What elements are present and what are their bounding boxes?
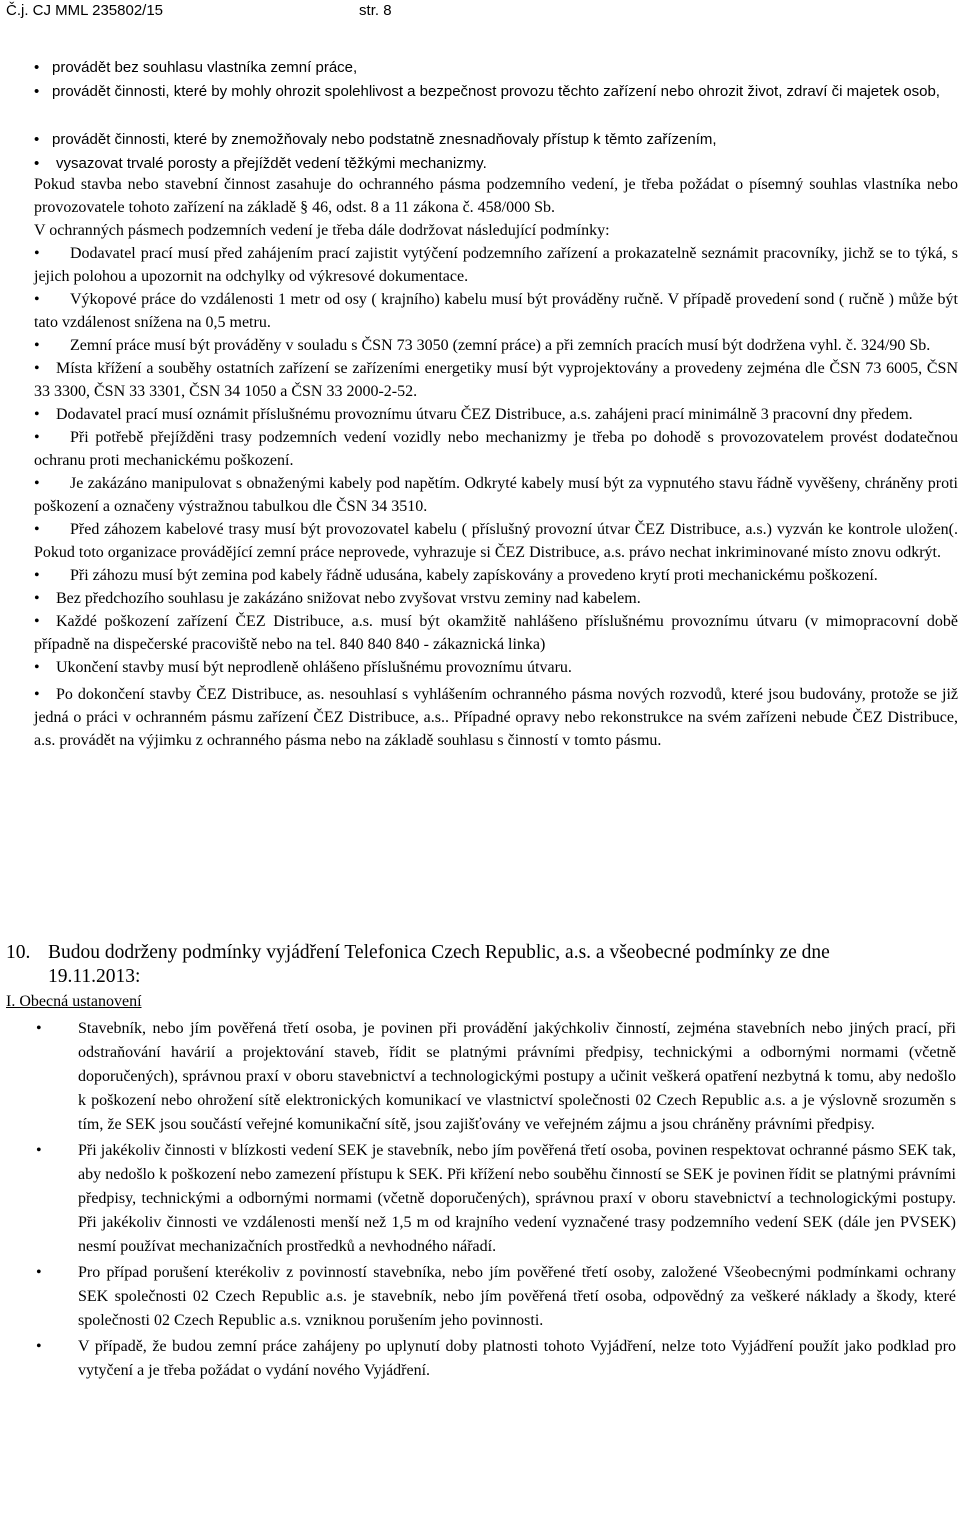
section-number: 10. [6,942,31,963]
bullet-icon: • [34,245,40,262]
section-10-heading [6,941,960,989]
bullet-icon: • [36,1142,42,1159]
bullet-icon: • [34,406,40,423]
subsection-heading: I. Obecná ustanovení [6,993,142,1010]
bullet-icon: • [36,1264,42,1281]
paragraph: V ochranných pásmech podzemních vedení je třeba dále dodržovat následující podmínky: [34,222,610,239]
bullet-icon: • [34,59,40,76]
bullet-icon: • [34,567,40,584]
document-reference: Č.j. CJ MML 235802/15 [6,2,164,19]
paragraph: Pokud stavba nebo stavební činnost zasahuje do ochranného pásma podzemního vedení, je třeba požádat o písemný souhlas vlastníka nebo provozovatele tohoto zařízení na základě § 46, odst. 8 a 11 zákona č. 458/000 Sb. [34,176,958,216]
bullet-icon: • [34,155,40,172]
bullet-icon: • [36,1020,42,1037]
page-number: str. 8 [359,2,392,19]
list-item: • Při jakékoliv činnosti v blízkosti vedení SEK je stavebník, nebo jím pověřená třetí osoba, povinen respektovat ochranné pásmo SEK tak, aby nedošlo k poškození nebo zamezení přístupu k SEK. Při křížení nebo souběhu činností se SEK je povinen řídit se platnými právními předpisy, technickými a odbornými normami (včetně doporučených), správnou praxí v oboru stavebnictví a technologickými postupy. Při jakékoliv činnosti ve vzdálenosti menší než 1,5 m od krajního vedení vyznačené trasy podzemního vedení SEK (dále jen PVSEK) nesmí používat mechanizačních prostředků a nevhodného nářadí. [0,1139,960,1259]
page-header [6,2,392,19]
bullet-icon: • [34,659,40,676]
bullet-icon: • [34,686,40,703]
list-item: • Pro případ porušení kterékoliv z povinností stavebníka, nebo jím pověřené třetí osoby, založené Všeobecnými podmínkami ochrany SEK společnosti 02 Czech Republic a.s. je stavebník, nebo jím pověřená třetí osoba, odpovědný za veškeré náklady a škody, které společnosti 02 Czech Republic a.s. vzniknou porušením jeho povinnosti. [0,1261,960,1333]
condition-item: • Zemní práce musí být prováděny v souladu s ČSN 73 3050 (zemní práce) a při zemních pracích musí být dodržena vyhl. č. 324/90 Sb. [34,334,958,357]
section-title: Budou dodrženy podmínky vyjádření Telefonica Czech Republic, a.s. a všeobecné podmínky ze dne [48,942,830,963]
bullet-icon: • [34,337,40,354]
top-bullet: • provádět činnosti, které by mohly ohrozit spolehlivost a bezpečnost provozu těchto zařízení nebo ohrozit život, zdraví či majetek osob, [34,80,954,104]
top-bullet: • provádět bez souhlasu vlastníka zemní práce, [34,56,954,80]
condition-item: • Dodavatel prací musí před zahájením prací zajistit vytýčení podzemního zařízení a prokazatelně seznámit pracovníky, jichž se to týká, s jejich polohou a upozornit na odchylky od výkresové dokumentace. [34,242,958,288]
bullet-icon: • [34,131,40,148]
bullet-icon: • [34,291,40,308]
condition-item: • Po dokončení stavby ČEZ Distribuce, as. nesouhlasí s vyhlášením ochranného pásma nových rozvodů, které jsou budovány, protože se již jedná o práci v ochranném pásmu zařízení ČEZ Distribuce, a.s.. Případné opravy nebo rekonstrukce na svém zařízeni nebude ČEZ Distribuce, a.s. provádět na výjimku z ochranného pásma nebo na základě souhlasu s činností v tomto pásmu. [34,683,958,752]
bullet-icon: • [34,613,40,630]
condition-item: • Při potřebě přejížděni trasy podzemních vedení vozidly nebo mechanizmy je třeba po dohodě s provozovatelem provést dodatečnou ochranu proti mechanickému poškození. [34,426,958,472]
bullet-icon: • [34,83,40,100]
top-bullet: • provádět činnosti, které by znemožňovaly nebo podstatně znesnadňovaly přístup k těmto zařízením, [34,128,954,152]
condition-item: • Bez předchozího souhlasu je zakázáno snižovat nebo zvyšovat vrstvu zeminy nad kabelem. [34,587,958,610]
bullet-icon: • [34,475,40,492]
condition-item: • Místa křížení a souběhy ostatních zařízení se zařízeními energetiky musí být vyprojektovány a provedeny zejména dle ČSN 73 6005, ČSN 33 3300, ČSN 33 3301, ČSN 34 1050 a ČSN 33 2000-2-52. [34,357,958,403]
condition-item: • Při záhozu musí být zemina pod kabely řádně udusána, kabely zapískovány a provedeno krytí proti mechanickému poškození. [34,564,958,587]
bullet-icon: • [34,521,40,538]
condition-item: • Výkopové práce do vzdálenosti 1 metr od osy ( krajního) kabelu musí být prováděny ručně. V případě provedení sond ( ručně ) může být tato vzdálenost snížena na 0,5 metru. [34,288,958,334]
condition-item: • Před záhozem kabelové trasy musí být provozovatel kabelu ( příslušný provozní útvar ČEZ Distribuce, a.s.) vyzván ke kontrole uložen(. Pokud toto organizace provádějící zemní práce neprovede, vyhrazuje si ČEZ Distribuce, a.s. právo nechat inkriminované místo znovu odkrýt. [34,518,958,564]
bullet-icon: • [34,429,40,446]
conditions-block [34,173,958,752]
bullet-icon: • [34,360,40,377]
general-provisions-list [0,1017,960,1385]
top-bullet: • vysazovat trvalé porosty a přejíždět vedení těžkými mechanizmy. [34,152,954,176]
condition-item: • Každé poškození zařízení ČEZ Distribuce, a.s. musí být okamžitě nahlášeno příslušnému provoznímu útvaru (v mimopracovní době případně na dispečerské pracoviště nebo na tel. 840 840 840 - zákaznická linka) [34,610,958,656]
bullet-icon: • [36,1338,42,1355]
bullet-icon: • [34,590,40,607]
list-item: • V případě, že budou zemní práce zahájeny po uplynutí doby platnosti tohoto Vyjádření, nelze toto Vyjádření použít jako podklad pro vytyčení a je třeba požádat o vydání nového Vyjádření. [0,1335,960,1383]
condition-item: • Je zakázáno manipulovat s obnaženými kabely pod napětím. Odkryté kabely musí být za vypnutého stavu řádně vyvěšeny, chráněny proti poškození a označeny výstražnou tabulkou dle ČSN 34 3510. [34,472,958,518]
condition-item: • Dodavatel prací musí oznámit příslušnému provoznímu útvaru ČEZ Distribuce, a.s. zahájeni prací minimálně 3 pracovní dny předem. [34,403,958,426]
condition-item: • Ukončení stavby musí být neprodleně ohlášeno příslušnému provoznímu útvaru. [34,656,958,679]
list-item: • Stavebník, nebo jím pověřená třetí osoba, je povinen při provádění jakýchkoliv činností, zejména stavebních nebo jiných prací, při odstraňování havárií a projektování staveb, řídit se platnými právními předpisy, technickými a odbornými normami (včetně doporučených), správnou praxí v oboru stavebnictví a technologickými postupy a učinit veškerá opatření nezbytná k tomu, aby nedošlo k poškození nebo ohrožení sítě elektronických komunikací ve vlastnictví společnosti 02 Czech Republic a.s. a je výslovně srozuměn s tím, že SEK jsou součástí veřejné komunikační sítě, jsou zajišťovány ve veřejném zájmu a jsou chráněny právními předpisy. [0,1017,960,1137]
section-title-continuation: 19.11.2013: [48,966,141,987]
